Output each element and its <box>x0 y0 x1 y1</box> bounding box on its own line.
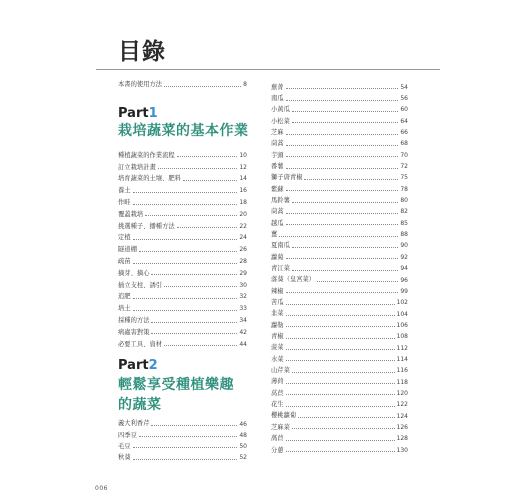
entry-title: 辣椒 <box>271 287 284 295</box>
intro-section <box>118 82 247 88</box>
toc-entry[interactable] <box>118 233 247 245</box>
entry-page: 60 <box>400 106 408 114</box>
entry-title: 義大利香芹 <box>118 420 150 428</box>
dot-leader <box>298 417 394 418</box>
dot-leader <box>133 459 238 460</box>
entry-page: 30 <box>239 281 247 289</box>
entry-page: 116 <box>396 367 408 375</box>
dot-leader <box>304 179 398 180</box>
dot-leader <box>286 258 399 259</box>
toc-entry[interactable] <box>271 82 408 93</box>
dot-leader <box>286 134 399 135</box>
entry-title: 芋頭 <box>271 151 284 159</box>
toc-entry[interactable] <box>271 127 408 138</box>
toc-entry[interactable] <box>271 332 408 343</box>
dot-leader <box>286 315 395 316</box>
entry-page: 54 <box>400 83 408 91</box>
entry-title: 養土 <box>118 187 131 195</box>
entry-title: 必要工具、資材 <box>118 340 163 348</box>
toc-entry[interactable] <box>271 173 408 184</box>
entry-page: 94 <box>400 265 408 273</box>
toc-entry[interactable] <box>118 174 247 186</box>
toc-entry[interactable] <box>271 207 408 218</box>
entry-title: 南瓜 <box>271 94 284 102</box>
entry-page: 118 <box>396 378 408 386</box>
dot-leader <box>133 192 238 193</box>
part2-entry-list <box>118 419 247 464</box>
toc-entry[interactable] <box>271 139 408 150</box>
dot-leader <box>151 322 237 323</box>
entry-page: 18 <box>239 199 247 207</box>
toc-entry[interactable] <box>271 229 408 240</box>
part-word: Part <box>118 106 149 121</box>
entry-title: 摘芽、摘心 <box>118 269 150 277</box>
dot-leader <box>292 111 398 112</box>
dot-leader <box>158 168 238 169</box>
dot-leader <box>292 270 398 271</box>
part-number: 1 <box>148 106 158 121</box>
entry-page: 90 <box>400 242 408 250</box>
entry-title: 四季豆 <box>118 431 137 439</box>
dot-leader <box>286 394 395 395</box>
dot-leader <box>286 338 395 339</box>
entry-title: 馬鈴薯 <box>271 196 290 204</box>
entry-title: 青江菜 <box>271 265 290 273</box>
dot-leader <box>286 224 399 225</box>
entry-title: 山芹菜 <box>271 367 290 375</box>
dot-leader <box>151 333 237 334</box>
toc-entry[interactable] <box>271 116 408 127</box>
entry-title: 分蔥 <box>271 446 284 454</box>
entry-title: 茼蒿 <box>271 208 284 216</box>
entry-page: 24 <box>239 234 247 242</box>
dot-leader <box>133 447 238 448</box>
part-number: 2 <box>148 358 158 373</box>
dot-leader <box>177 156 238 157</box>
entry-title: 蘿勒 <box>271 321 284 329</box>
dot-leader <box>292 202 398 203</box>
entry-page: 96 <box>400 276 408 284</box>
entry-page: 56 <box>400 95 408 103</box>
entry-page: 88 <box>400 231 408 239</box>
toc-entry[interactable] <box>271 320 408 331</box>
dot-leader <box>286 156 399 157</box>
entry-page: 32 <box>239 293 247 301</box>
dot-leader <box>286 213 399 214</box>
entry-title: 插立支柱、誘引 <box>118 281 163 289</box>
dot-leader <box>286 100 399 101</box>
toc-entry[interactable] <box>271 252 408 263</box>
toc-entry[interactable] <box>271 354 408 365</box>
toc-entry[interactable] <box>271 264 408 275</box>
entry-title: 隧道棚 <box>118 246 137 254</box>
entry-page: 106 <box>396 321 408 329</box>
toc-entry[interactable] <box>118 221 247 233</box>
dot-leader <box>286 88 399 89</box>
entry-title: 莴苣 <box>271 389 284 397</box>
entry-page: 28 <box>239 258 247 266</box>
dot-leader <box>145 215 237 216</box>
dot-leader <box>133 204 238 205</box>
entry-page: 22 <box>239 222 247 230</box>
toc-entry[interactable] <box>118 244 247 256</box>
entry-page: 80 <box>400 197 408 205</box>
entry-page: 92 <box>400 253 408 261</box>
entry-title: 追肥 <box>118 293 131 301</box>
entry-page: 128 <box>396 435 408 443</box>
entry-page: 108 <box>396 333 408 341</box>
toc-entry[interactable] <box>271 184 408 195</box>
entry-title: 作畦 <box>118 198 131 206</box>
entry-page: 66 <box>400 129 408 137</box>
entry-title: 蘿蔔 <box>271 253 284 261</box>
entry-page: 124 <box>396 412 408 420</box>
entry-title: 菠菜 <box>271 344 284 352</box>
dot-leader <box>286 326 395 327</box>
dot-leader <box>133 298 238 299</box>
dot-leader <box>139 436 237 437</box>
entry-title: 紫蘇 <box>271 185 284 193</box>
dot-leader <box>286 360 395 361</box>
dot-leader <box>164 345 237 346</box>
entry-title: 訂立栽培計畫 <box>118 163 156 171</box>
dot-leader <box>292 428 395 429</box>
toc-entry[interactable] <box>118 256 247 268</box>
dot-leader <box>286 440 395 441</box>
entry-page: 14 <box>239 175 247 183</box>
toc-entry[interactable] <box>271 366 408 377</box>
entry-page: 75 <box>400 174 408 182</box>
dot-leader <box>177 227 238 228</box>
entry-page: 20 <box>239 210 247 218</box>
entry-title: 苦瓜 <box>271 299 284 307</box>
entry-page: 72 <box>400 163 408 171</box>
toc-entry[interactable] <box>118 292 247 304</box>
entry-page: 82 <box>400 208 408 216</box>
toc-entry[interactable] <box>271 161 408 172</box>
toc-entry[interactable] <box>118 327 247 339</box>
dot-leader <box>279 236 398 237</box>
toc-entry[interactable] <box>271 309 408 320</box>
entry-title: 秋葵 <box>118 454 131 461</box>
entry-page: 33 <box>239 305 247 313</box>
page-title: 目錄 <box>118 39 166 65</box>
entry-page: 78 <box>400 185 408 193</box>
entry-title: 獅子唐青椒 <box>271 174 303 182</box>
toc-entry[interactable] <box>118 82 247 88</box>
entry-title: 定植 <box>118 234 131 242</box>
dot-leader <box>286 406 395 407</box>
toc-entry[interactable] <box>271 411 408 422</box>
entry-page: 26 <box>239 246 247 254</box>
entry-title: 越瓜 <box>271 219 284 227</box>
entry-page: 114 <box>396 355 408 363</box>
toc-entry[interactable] <box>271 400 408 411</box>
toc-entry[interactable] <box>118 441 247 452</box>
dot-leader <box>164 286 237 287</box>
entry-page: 42 <box>239 328 247 336</box>
entry-page: 8 <box>243 81 247 89</box>
entry-title: 採種的方法 <box>118 316 150 324</box>
toc-entry[interactable] <box>118 209 247 221</box>
entry-title: 番薯 <box>271 162 284 170</box>
toc-entry[interactable] <box>271 218 408 229</box>
toc-entry[interactable] <box>271 298 408 309</box>
part2-subtitle-line2: 的蔬菜 <box>118 397 162 413</box>
toc-entry[interactable] <box>118 197 247 209</box>
toc-entry[interactable] <box>118 280 247 292</box>
dot-leader <box>286 190 399 191</box>
entry-title: 種植蔬菜的作業流程 <box>118 151 175 159</box>
toc-entry[interactable] <box>118 303 247 315</box>
toc-entry[interactable] <box>271 388 408 399</box>
entry-page: 68 <box>400 140 408 148</box>
toc-entry[interactable] <box>271 275 408 286</box>
entry-page: 102 <box>396 299 408 307</box>
entry-title: 培土 <box>118 305 131 313</box>
entry-title: 疏苗 <box>118 257 131 265</box>
entry-page: 122 <box>396 401 408 409</box>
toc-entry[interactable] <box>271 434 408 445</box>
right-entry-list <box>271 82 408 456</box>
dot-leader <box>292 122 398 123</box>
dot-leader <box>292 372 395 373</box>
dot-leader <box>286 168 399 169</box>
entry-title: 水菜 <box>271 355 284 363</box>
entry-title: 芝麻菜 <box>271 423 290 431</box>
part1-label <box>118 106 158 121</box>
dot-leader <box>133 263 238 264</box>
entry-page: 70 <box>400 151 408 159</box>
dot-leader <box>133 239 238 240</box>
entry-title: 花生 <box>271 401 284 409</box>
entry-title: 芝麻 <box>271 128 284 136</box>
dot-leader <box>183 180 237 181</box>
entry-title: 韭菜 <box>271 310 284 318</box>
entry-page: 52 <box>239 454 247 462</box>
toc-entry[interactable] <box>271 150 408 161</box>
part1-entry-list <box>118 150 247 351</box>
toc-entry[interactable] <box>271 422 408 433</box>
entry-page: 50 <box>239 442 247 450</box>
toc-entry[interactable] <box>271 105 408 116</box>
dot-leader <box>286 145 399 146</box>
toc-entry[interactable] <box>118 150 247 162</box>
part2-subtitle-line1: 輕鬆享受種植樂趣 <box>118 377 234 393</box>
dot-leader <box>286 292 399 293</box>
toc-entry[interactable] <box>118 162 247 174</box>
toc-entry[interactable] <box>118 315 247 327</box>
toc-entry[interactable] <box>271 343 408 354</box>
entry-title: 小松菜 <box>271 117 290 125</box>
toc-entry[interactable] <box>271 445 408 456</box>
dot-leader <box>139 251 237 252</box>
part1-subtitle: 栽培蔬菜的基本作業 <box>118 123 249 139</box>
dot-leader <box>317 281 398 282</box>
part-word: Part <box>118 358 149 373</box>
entry-title: 萵苣 <box>271 435 284 443</box>
toc-entry[interactable] <box>271 195 408 206</box>
entry-title: 夏南瓜 <box>271 242 290 250</box>
toc-entry[interactable] <box>271 241 408 252</box>
entry-title: 培育蔬菜的土壤、肥料 <box>118 175 181 183</box>
toc-entry[interactable] <box>271 377 408 388</box>
dot-leader <box>286 451 395 452</box>
entry-title: 病蟲害對策 <box>118 328 150 336</box>
toc-entry[interactable] <box>118 419 247 430</box>
entry-title: 毛豆 <box>118 442 131 450</box>
entry-page: 34 <box>239 317 247 325</box>
entry-page: 48 <box>239 431 247 439</box>
entry-title: 覆蓋栽培 <box>118 210 144 218</box>
entry-page: 10 <box>239 151 247 159</box>
entry-title: 落葵（皇宮菜） <box>271 276 316 284</box>
entry-page: 16 <box>239 187 247 195</box>
entry-title: 青椒 <box>271 333 284 341</box>
entry-page: 44 <box>239 340 247 348</box>
toc-entry[interactable] <box>118 430 247 441</box>
dot-leader <box>151 425 237 426</box>
toc-entry[interactable] <box>271 93 408 104</box>
entry-page: 112 <box>396 344 408 352</box>
entry-title: 小黃瓜 <box>271 106 290 114</box>
toc-entry[interactable] <box>118 185 247 197</box>
entry-page: 104 <box>396 310 408 318</box>
toc-entry[interactable] <box>118 268 247 280</box>
entry-page: 29 <box>239 269 247 277</box>
entry-title: 挑選種子、播種方法 <box>118 222 175 230</box>
toc-entry[interactable] <box>271 286 408 297</box>
title-divider <box>96 69 440 70</box>
dot-leader <box>151 274 237 275</box>
dot-leader <box>292 247 398 248</box>
entry-page: 85 <box>400 219 408 227</box>
dot-leader <box>286 383 395 384</box>
entry-page: 46 <box>239 420 247 428</box>
entry-title: 薑 <box>271 230 278 238</box>
toc-entry[interactable] <box>118 339 247 351</box>
page-number: 006 <box>95 485 108 492</box>
entry-title: 蕪菁 <box>271 83 284 91</box>
part2-label <box>118 358 158 373</box>
entry-page: 64 <box>400 117 408 125</box>
entry-page: 120 <box>396 389 408 397</box>
toc-entry[interactable] <box>118 453 247 464</box>
dot-leader <box>286 304 395 305</box>
entry-page: 126 <box>396 423 408 431</box>
dot-leader <box>133 310 238 311</box>
entry-page: 12 <box>239 163 247 171</box>
entry-page: 99 <box>400 287 408 295</box>
dot-leader <box>286 349 395 350</box>
entry-title: 本書的使用方法 <box>118 81 163 88</box>
entry-title: 櫻桃蘿蔔 <box>271 412 297 420</box>
dot-leader <box>164 86 241 87</box>
entry-title: 茼蒿 <box>271 140 284 148</box>
entry-title: 薄荷 <box>271 378 284 386</box>
entry-page: 130 <box>396 446 408 454</box>
